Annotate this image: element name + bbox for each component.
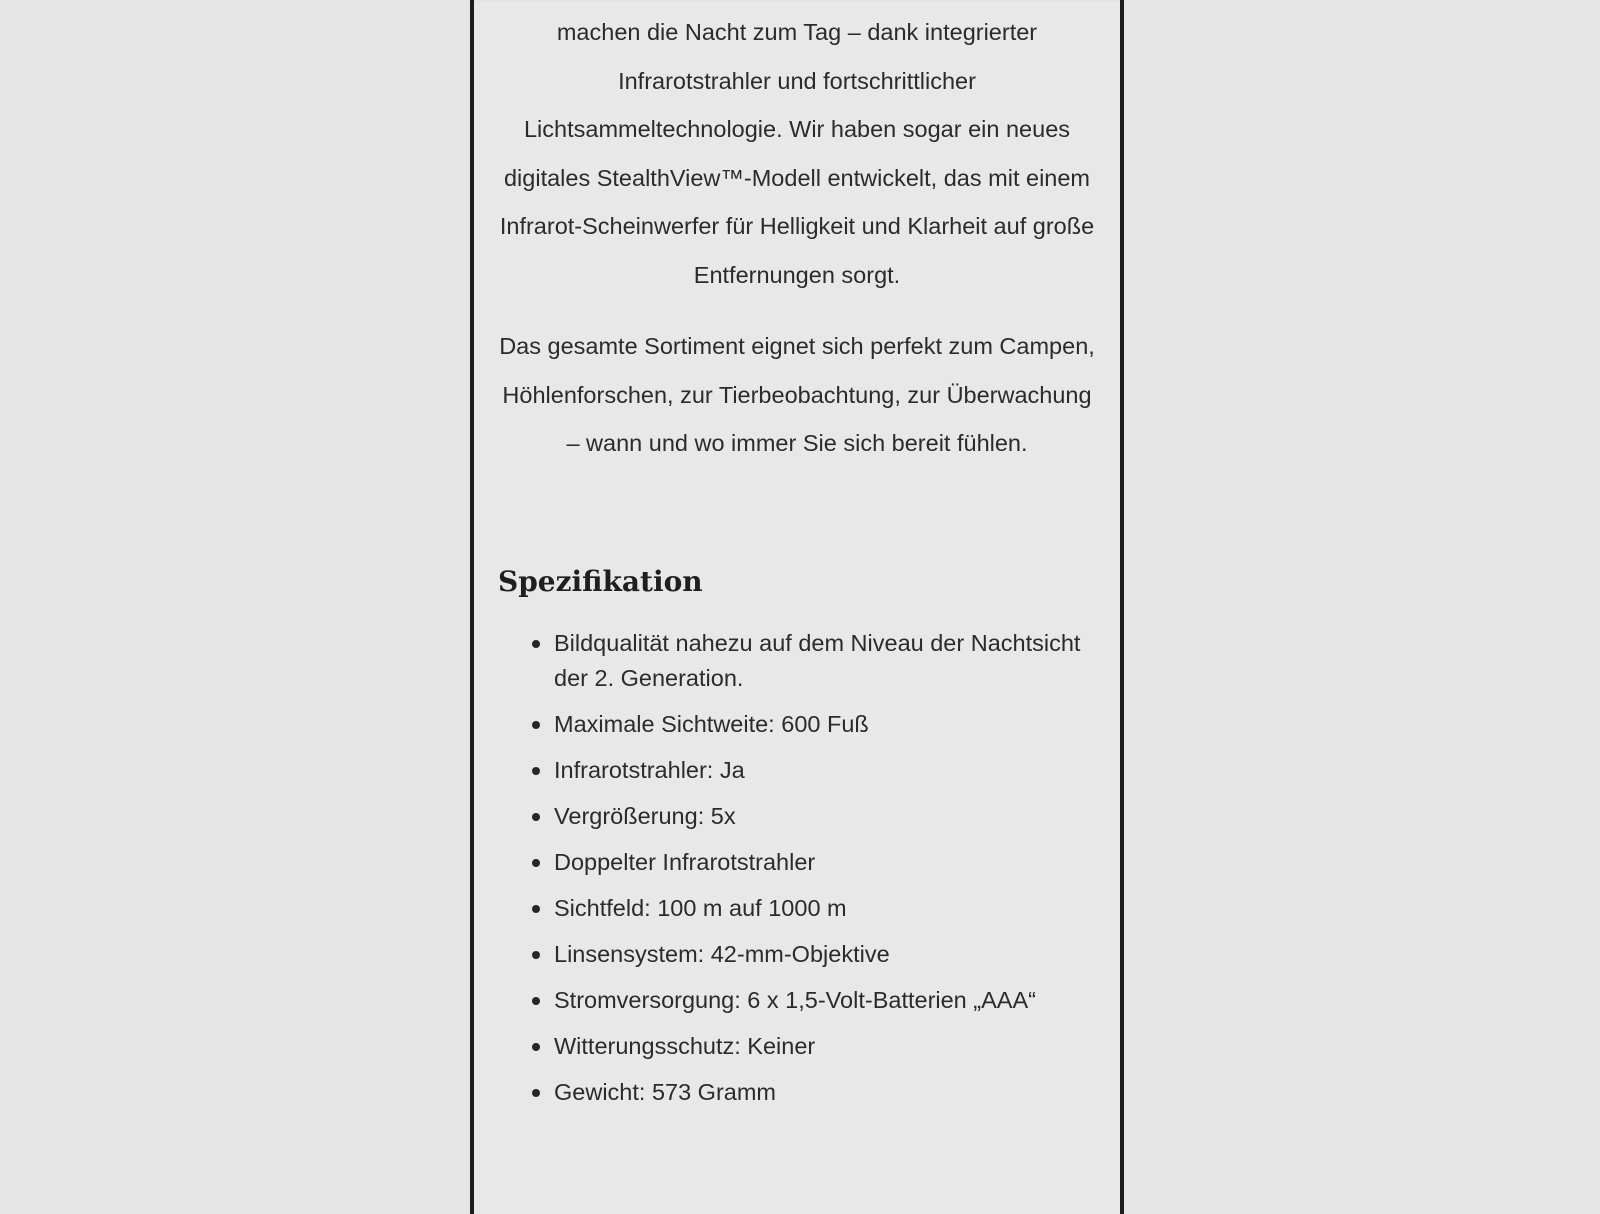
spec-list — [498, 626, 1096, 1110]
description-paragraph-1: machen die Nacht zum Tag – dank integrierter Infrarotstrahler und fortschrittlicher Lichtsammeltechnologie. Wir haben sogar ein neues digitales StealthView™-Modell entwickelt, das mit einem Infrarot-Scheinwerfer für Helligkeit und Klarheit auf große Entfernungen sorgt. — [499, 19, 1095, 288]
spec-heading: Spezifikation — [498, 564, 703, 598]
spec-item-lens-system: Linsensystem: 42-mm-Objektive — [554, 937, 1096, 972]
spec-item-max-range: Maximale Sichtweite: 600 Fuß — [554, 707, 1096, 742]
spec-item-field-of-view: Sichtfeld: 100 m auf 1000 m — [554, 891, 1096, 926]
spec-item-weather-protection: Witterungsschutz: Keiner — [554, 1029, 1096, 1064]
spec-item-ir-emitter: Infrarotstrahler: Ja — [554, 753, 1096, 788]
phone-screen — [470, 0, 1124, 1214]
top-shadow — [474, 0, 1120, 2]
spec-item-dual-ir: Doppelter Infrarotstrahler — [554, 845, 1096, 880]
spec-item-power-supply: Stromversorgung: 6 x 1,5-Volt-Batterien „AAA“ — [554, 983, 1096, 1018]
spec-item-image-quality: Bildqualität nahezu auf dem Niveau der Nachtsicht der 2. Generation. — [554, 626, 1096, 696]
description-paragraph-2: Das gesamte Sortiment eignet sich perfekt zum Campen, Höhlenforschen, zur Tierbeobachtung, zur Überwachung – wann und wo immer Sie sich bereit fühlen. — [499, 333, 1095, 456]
spec-item-weight: Gewicht: 573 Gramm — [554, 1075, 1096, 1110]
product-description-content — [498, 8, 1096, 1121]
spec-item-magnification: Vergrößerung: 5x — [554, 799, 1096, 834]
